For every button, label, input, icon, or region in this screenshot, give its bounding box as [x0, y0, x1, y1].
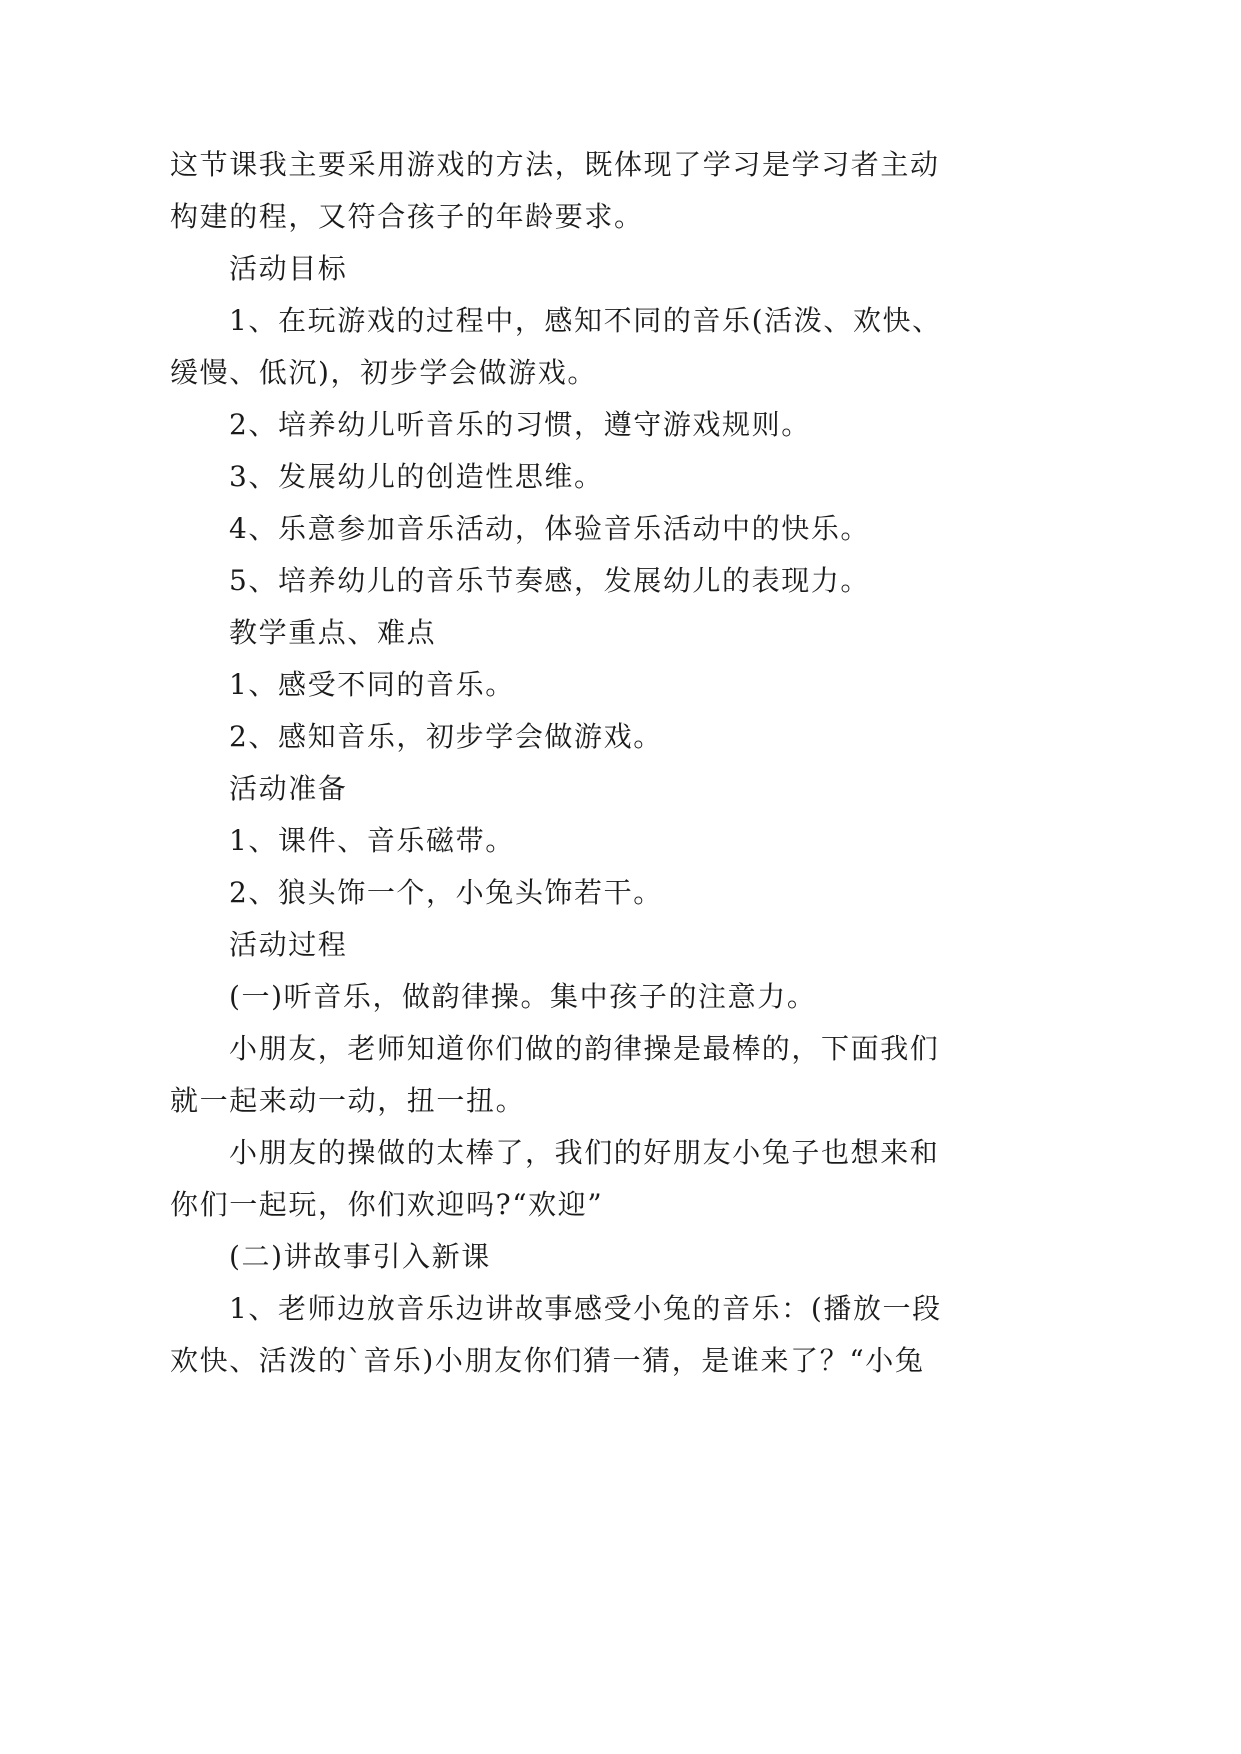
- goal-item-4: [170, 503, 1110, 555]
- paragraph-line: 1、感受不同的音乐。: [229, 668, 515, 701]
- heading-key-points: [170, 607, 1110, 659]
- paragraph-line: 1、课件、音乐磁带。: [229, 824, 515, 857]
- goal-item-5: [170, 555, 1110, 607]
- body-paragraph: [170, 1127, 1110, 1231]
- paragraph-line: (二)讲故事引入新课: [229, 1240, 491, 1273]
- heading-process: [170, 919, 1110, 971]
- paragraph-line: 2、培养幼儿听音乐的习惯，遵守游戏规则。: [229, 408, 811, 441]
- document-body: [170, 139, 1110, 1387]
- paragraph-line: 这节课我主要采用游戏的方法，既体现了学习是学习者主动: [170, 148, 940, 181]
- paragraph-line: 1、在玩游戏的过程中，感知不同的音乐(活泼、欢快、: [229, 304, 942, 337]
- preparation-item-2: [170, 867, 1110, 919]
- paragraph-line: 欢快、活泼的`音乐)小朋友你们猜一猜，是谁来了？“小兔: [170, 1344, 925, 1377]
- goal-item-2: [170, 399, 1110, 451]
- paragraph-line: 你们一起玩，你们欢迎吗?“欢迎”: [170, 1188, 604, 1221]
- paragraph-line: 缓慢、低沉)，初步学会做游戏。: [170, 356, 597, 389]
- heading-text: 活动准备: [229, 772, 348, 805]
- heading-text: 教学重点、难点: [229, 616, 437, 649]
- heading-text: 活动过程: [229, 928, 348, 961]
- preparation-item-1: [170, 815, 1110, 867]
- paragraph-line: 5、培养幼儿的音乐节奏感，发展幼儿的表现力。: [229, 564, 871, 597]
- paragraph-line: 2、感知音乐，初步学会做游戏。: [229, 720, 663, 753]
- paragraph-line: 就一起来动一动，扭一扭。: [170, 1084, 526, 1117]
- body-paragraph: [170, 1023, 1110, 1127]
- key-point-item-1: [170, 659, 1110, 711]
- body-paragraph: [170, 1283, 1110, 1387]
- heading-text: 活动目标: [229, 252, 348, 285]
- paragraph-line: (一)听音乐，做韵律操。集中孩子的注意力。: [229, 980, 817, 1013]
- paragraph-line: 3、发展幼儿的创造性思维。: [229, 460, 604, 493]
- paragraph-line: 4、乐意参加音乐活动，体验音乐活动中的快乐。: [229, 512, 871, 545]
- paragraph-line: 2、狼头饰一个，小兔头饰若干。: [229, 876, 663, 909]
- key-point-item-2: [170, 711, 1110, 763]
- heading-activity-goals: [170, 243, 1110, 295]
- process-step-1: [170, 971, 1110, 1023]
- intro-paragraph: [170, 139, 1110, 243]
- paragraph-line: 构建的程，又符合孩子的年龄要求。: [170, 200, 644, 233]
- goal-item-3: [170, 451, 1110, 503]
- goal-item-1: [170, 295, 1110, 399]
- paragraph-line: 小朋友，老师知道你们做的韵律操是最棒的，下面我们: [229, 1032, 940, 1065]
- heading-preparation: [170, 763, 1110, 815]
- paragraph-line: 1、老师边放音乐边讲故事感受小兔的音乐：(播放一段: [229, 1292, 942, 1325]
- paragraph-line: 小朋友的操做的太棒了，我们的好朋友小兔子也想来和: [229, 1136, 940, 1169]
- process-step-2: [170, 1231, 1110, 1283]
